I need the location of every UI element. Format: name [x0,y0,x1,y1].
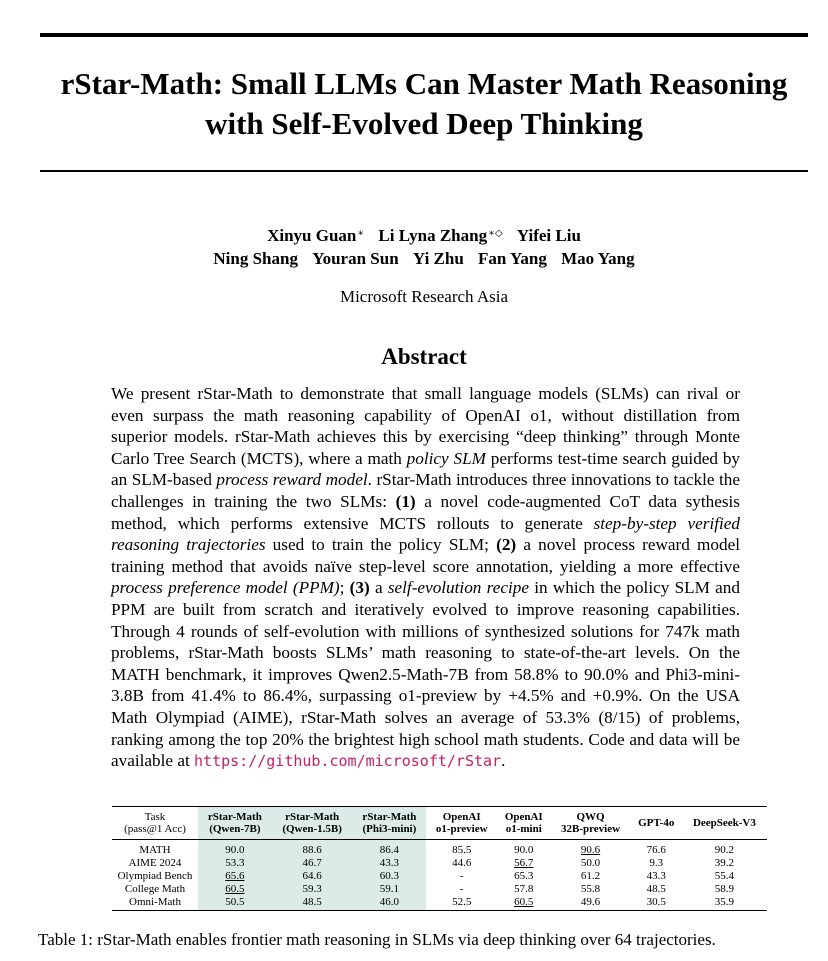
author-list [0,224,828,270]
column-header: OpenAI o1-preview [435,811,488,835]
author-name: Youran Sun [312,249,399,268]
value-cell: 58.9 [714,883,735,895]
value-cell: 90.6 [580,844,601,856]
value-cell: 48.5 [272,895,353,911]
value-cell: 59.3 [272,882,353,895]
column-header: OpenAI o1-mini [504,811,543,835]
value-cell: 53.3 [198,856,272,869]
value-cell: 88.6 [272,840,353,857]
value-cell: 60.5 [514,896,534,908]
value-cell: 30.5 [646,896,666,908]
value-cell: 55.8 [580,883,601,895]
value-cell: 55.4 [714,870,735,882]
table-row [112,895,767,911]
title-bottom-rule [40,170,808,172]
value-cell: 64.6 [272,869,353,882]
value-cell: 39.2 [714,857,735,869]
paper-title [20,64,828,144]
value-cell: 85.5 [452,844,472,856]
abstract-heading: Abstract [381,344,467,369]
table-row [112,882,767,895]
code-link[interactable]: https://github.com/microsoft/rStar [194,752,502,771]
value-cell: 43.3 [646,870,666,882]
affiliation: Microsoft Research Asia [339,287,509,306]
task-column-header: Task (pass@1 Acc) [124,811,186,835]
value-cell: 50.0 [580,857,601,869]
value-cell: 35.9 [714,896,735,908]
value-cell: 86.4 [353,840,427,857]
task-cell: AIME 2024 [128,857,182,869]
title-line-2: with Self-Evolved Deep Thinking [205,106,643,141]
value-cell: 52.5 [452,896,472,908]
value-cell: 50.5 [198,895,272,911]
value-cell: - [459,883,464,895]
value-cell: 49.6 [580,896,601,908]
value-cell: 90.2 [714,844,735,856]
value-cell: 46.7 [272,856,353,869]
author-name: Ning Shang [213,249,298,268]
task-cell: College Math [124,883,186,895]
column-header: DeepSeek-V3 [692,817,756,829]
value-cell: 43.3 [353,856,427,869]
author-name: Mao Yang [561,249,635,268]
value-cell: 76.6 [646,844,666,856]
author-name: Yifei Liu [516,226,581,245]
task-cell: MATH [139,844,171,856]
table-row [112,856,767,869]
table-row [112,840,767,857]
task-cell: Olympiad Bench [117,870,193,882]
table-row [112,869,767,882]
table-caption: Table 1: rStar-Math enables frontier math reasoning in SLMs via deep thinking over 64 trajectories. [38,930,716,949]
value-cell: 57.8 [514,883,534,895]
value-cell: 59.1 [353,882,427,895]
value-cell: 90.0 [198,840,272,857]
column-header: GPT-4o [638,817,675,829]
column-header: rStar-Math (Qwen-7B) [198,807,272,840]
author-name: Yi Zhu [412,249,464,268]
task-cell: Omni-Math [129,896,181,908]
column-header: rStar-Math (Phi3-mini) [353,807,427,840]
value-cell: 46.0 [353,895,427,911]
value-cell: 65.6 [198,869,272,882]
value-cell: 90.0 [514,844,534,856]
value-cell: 60.3 [353,869,427,882]
column-header: QWQ 32B-preview [560,811,621,835]
author-name: Xinyu Guan∗ [267,226,365,245]
value-cell: 65.3 [514,870,534,882]
value-cell: 9.3 [649,857,664,869]
abstract-body: We present rStar-Math to demonstrate that small language models (SLMs) can rival or even surpass the math reasoning capability of OpenAI o1, without distillation from superior models. rStar-Math achieves this by exercising “deep thinking” through Monte Carlo Tree Search (MCTS), where a math policy SLM performs test-time search guided by an SLM-based process reward model. rStar-Math introduces three innovations to tackle the challenges in training the two SLMs: (1) a novel code-augmented CoT data sythesis method, which performs extensive MCTS rollouts to generate step-by-step verified reasoning trajectories used to train the policy SLM; (2) a novel process reward model training method that avoids naïve step-level score annotation, yielding a more effective process preference model (PPM); (3) a self-evolution recipe in which the policy SLM and PPM are built from scratch and iteratively evolved to improve reasoning capabilities. Through 4 rounds of self-evolution with millions of synthesized solutions for 747k math problems, rStar-Math boosts SLMs’ math reasoning to state-of-the-art levels. On the MATH benchmark, it improves Qwen2.5-Math-7B from 58.8% to 90.0% and Phi3-mini-3.8B from 41.4% to 86.4%, surpassing o1-preview by +4.5% and +0.9%. On the USA Math Olympiad (AIME), rStar-Math solves an average of 53.3% (8/15) of problems, ranking among the top 20% the brightest high school math students. Code and data will be available at https://github.com/microsoft/rStar. [111,384,741,771]
value-cell: 61.2 [580,870,601,882]
value-cell: 56.7 [514,857,534,869]
author-name: Fan Yang [478,249,547,268]
author-name: Li Lyna Zhang∗◇ [378,226,503,245]
results-table [112,806,767,911]
title-top-rule [40,33,808,37]
author-row-2 [0,247,828,270]
column-header: rStar-Math (Qwen-1.5B) [272,807,353,840]
value-cell: - [459,870,464,882]
value-cell: 60.5 [198,882,272,895]
title-line-1: rStar-Math: Small LLMs Can Master Math Reasoning [60,66,788,101]
table-header-row [112,807,767,840]
author-row-1 [0,224,828,247]
value-cell: 48.5 [646,883,666,895]
value-cell: 44.6 [452,857,472,869]
